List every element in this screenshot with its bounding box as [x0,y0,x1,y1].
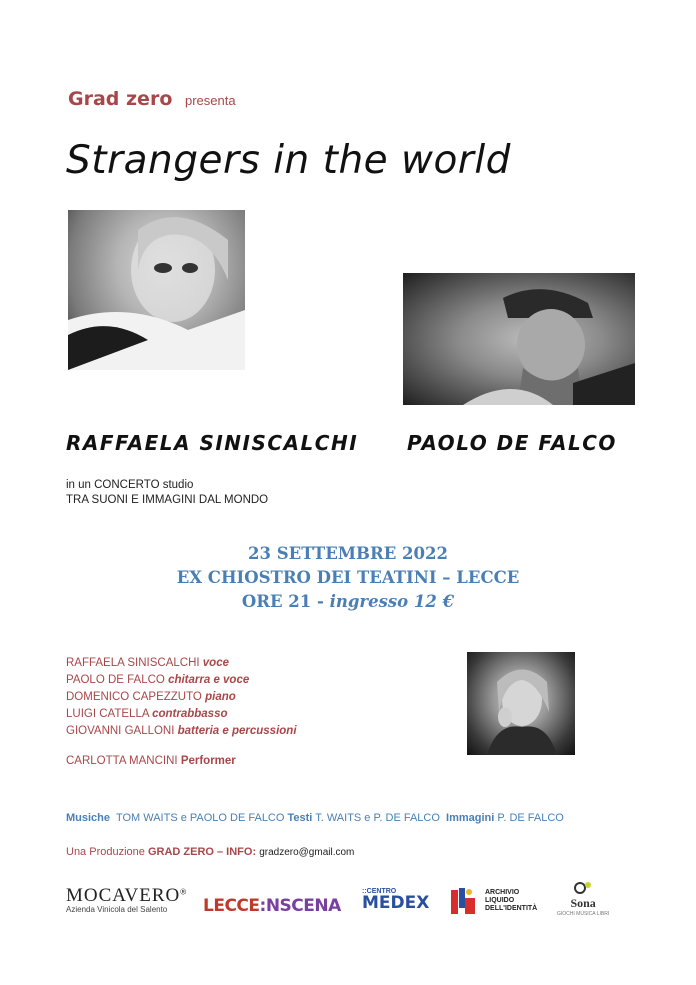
archivio-line-1: ARCHIVIO [485,889,520,896]
mocavero-name: MOCAVERO [66,885,181,906]
event-venue: EX CHIOSTRO DEI TEATINI – LECCE [176,568,520,587]
performer-role: Performer [180,755,236,767]
logo-sona [557,880,609,917]
credit-row [66,674,249,686]
event-separator: - [311,592,330,611]
production-name: GRAD ZERO – INFO: [147,846,257,858]
contact-email: gradzero@gmail.com [259,847,355,858]
portrait-woman-image [68,210,245,370]
credit-row [66,725,297,737]
production-prefix: Una Produzione [66,846,145,858]
photo-raffaela-siniscalchi [68,210,245,370]
archivio-mark-icon [449,886,477,916]
portrait-man-cap-image [403,273,635,405]
sona-mark-icon [572,880,594,896]
credit-name: DOMENICO CAPEZZUTO [66,691,202,703]
footer-credits [66,812,564,824]
credit-name: PAOLO DE FALCO [66,674,165,686]
logo-mocavero [66,885,186,914]
archivio-line-3: DELL'IDENTITÀ [485,905,538,912]
credit-row [66,657,229,669]
performer-row [66,755,236,767]
credit-role: chitarra e voce [168,674,250,686]
event-time-ticket [0,592,696,611]
brand-name: Grad zero [68,88,173,110]
medex-top-label: ::CENTRO [362,888,397,895]
sona-name: Sona [570,896,596,910]
credit-role: batteria e percussioni [177,725,297,737]
photo-carlotta-mancini [467,652,575,755]
registered-mark: ® [180,887,187,897]
photo-paolo-de-falco [403,273,635,405]
credit-role: contrabbasso [152,708,228,720]
logo-archivio-liquido [449,886,537,916]
event-date: 23 SETTEMBRE 2022 [248,544,448,563]
immagini-label: Immagini [446,812,495,824]
portrait-performer-image [467,652,575,755]
subtitle-line-1: in un CONCERTO studio [66,479,194,491]
event-ticket: ingresso 12 € [329,592,455,611]
credit-row [66,708,228,720]
mocavero-subtitle: Azienda Vinicola del Salento [66,905,168,914]
logo-centro-medex [362,888,429,913]
event-time: ORE 21 [241,592,312,611]
archivio-line-2: LIQUIDO [485,897,515,904]
page-title: Strangers in the world [66,138,511,183]
credit-role: voce [202,657,229,669]
immagini-value: P. DE FALCO [497,812,564,824]
credit-row [66,691,236,703]
leccescena-part-b: :NSCENA [259,896,341,916]
presents-label: presenta [185,93,236,108]
artist-name-right: PAOLO DE FALCO [407,431,617,455]
production-line [66,846,354,858]
medex-name: MEDEX [362,893,430,913]
credit-name: LUIGI CATELLA [66,708,149,720]
testi-value: T. WAITS e P. DE FALCO [315,812,440,824]
credit-name: GIOVANNI GALLONI [66,725,175,737]
logo-lecce-in-scena [203,896,341,916]
musiche-value: TOM WAITS e PAOLO DE FALCO [115,812,285,824]
performer-name: CARLOTTA MANCINI [66,755,178,767]
credit-role: piano [205,691,236,703]
credit-name: RAFFAELA SINISCALCHI [66,657,200,669]
subtitle-line-2: TRA SUONI E IMMAGINI DAL MONDO [66,494,269,506]
musiche-label: Musiche [66,812,111,824]
leccescena-part-a: LECCE [203,896,260,916]
testi-label: Testi [287,812,313,824]
sona-subtitle: GIOCHI MUSICA LIBRI [557,911,610,917]
artist-name-left: RAFFAELA SINISCALCHI [66,431,359,455]
